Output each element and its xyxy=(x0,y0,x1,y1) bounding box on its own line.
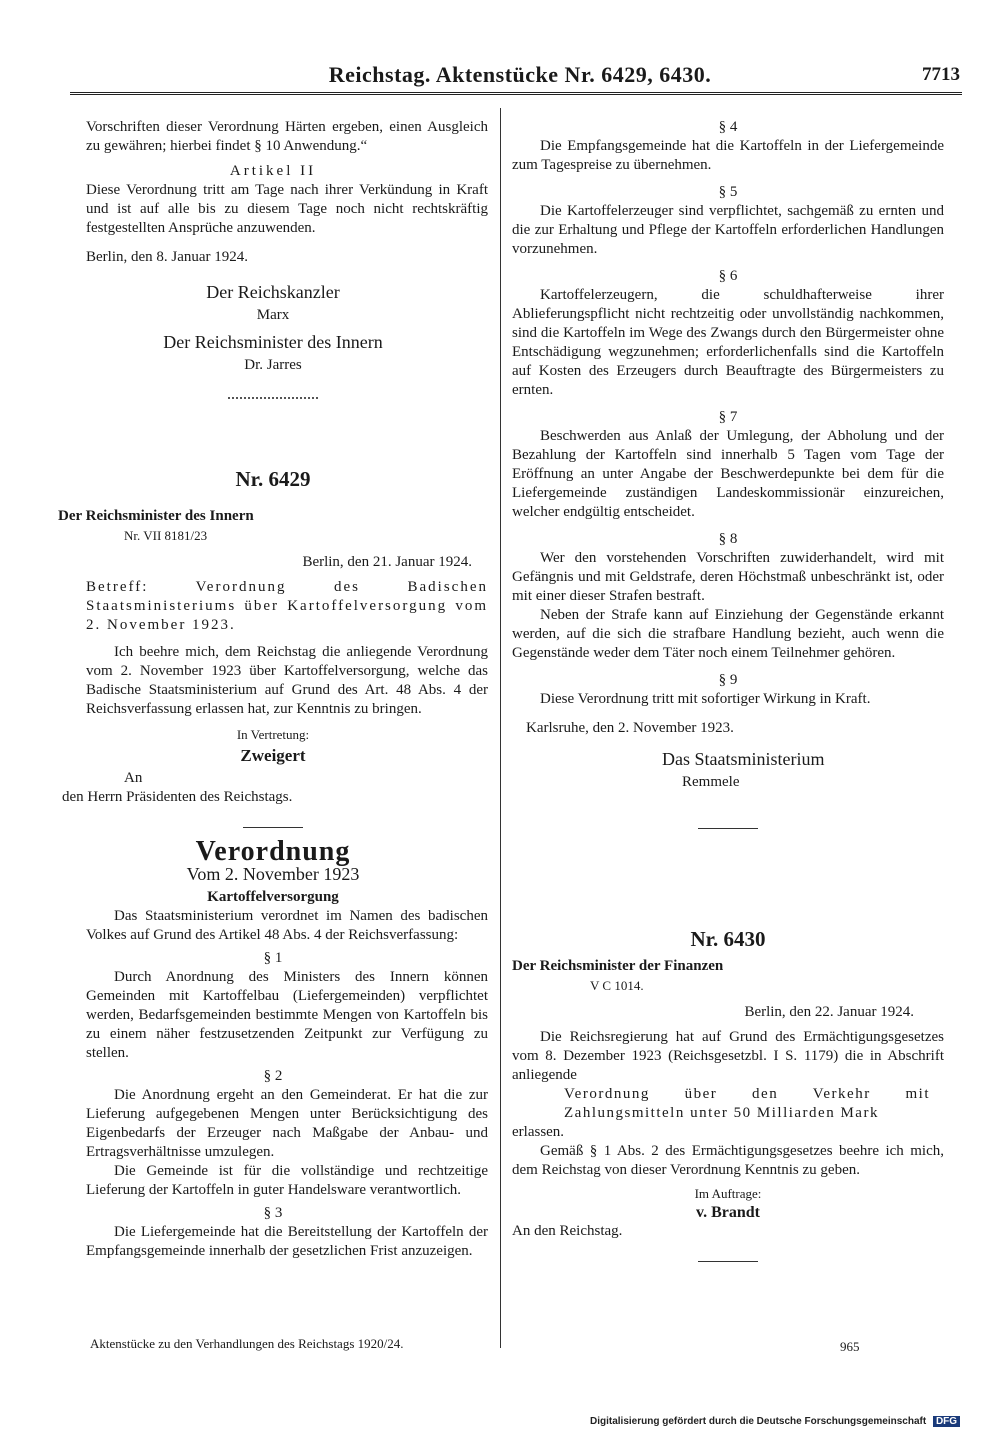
sender: Der Reichsminister der Finanzen xyxy=(512,958,724,974)
section-text: Diese Verordnung tritt mit sofortiger Wirkung in Kraft. xyxy=(540,691,871,707)
date-line: Berlin, den 8. Januar 1924. xyxy=(86,249,249,265)
artikel-heading: Artikel II xyxy=(229,163,317,179)
signature-title: Der Reichsminister des Innern xyxy=(163,332,383,352)
section-text: Kartoffelerzeugern, die schuldhafterweise ihrer Ablieferungspflicht nicht rechtzeitig oder unvollständig nachkommen, sind die Kartoffeln im Wege des Zwangs durch den Bürgermeister ohne Entschädigung wegzunehmen; erforderlichenfalls sind die Kartoffeln auf Kosten des Erzeugers durch Beauftragte des Bürgermeisters zu ernten. xyxy=(512,287,944,398)
date-line: Karlsruhe, den 2. November 1923. xyxy=(526,720,734,736)
running-head xyxy=(70,62,960,90)
addressee: An den Reichstag. xyxy=(512,1223,623,1239)
section-heading: § 8 xyxy=(718,531,738,547)
divider xyxy=(698,1261,758,1262)
document-number-value: 6429 xyxy=(268,467,311,491)
funding-text: Digitalisierung gefördert durch die Deutsche Forschungsgemeinschaft xyxy=(590,1416,927,1427)
document-number-label: Nr. xyxy=(690,927,719,951)
section-heading: § 7 xyxy=(718,409,738,425)
section-heading: § 2 xyxy=(263,1068,283,1084)
section-heading: § 3 xyxy=(263,1205,283,1221)
sender: Der Reichsminister des Innern xyxy=(58,508,254,524)
section-heading: § 6 xyxy=(718,268,738,284)
document-number xyxy=(58,467,488,491)
dfg-logo: DFG xyxy=(933,1416,960,1427)
funding-note xyxy=(590,1416,960,1427)
section-text: Die Empfangsgemeinde hat die Kartoffeln in der Liefergemeinde zum Tagespreise zu übernehmen. xyxy=(512,138,944,173)
section-text: Die Liefergemeinde hat die Bereitstellung der Kartoffeln der Empfangsgemeinde innerhalb der gesetzlichen Frist anzuzeigen. xyxy=(86,1224,488,1259)
file-reference: Nr. VII 8181/23 xyxy=(124,528,208,543)
section-heading: § 4 xyxy=(718,119,738,135)
file-reference: V C 1014. xyxy=(590,978,644,993)
verordnung-title: Verordnung xyxy=(195,836,351,867)
sheet-number: 965 xyxy=(840,1339,860,1354)
subject-line: Betreff: Verordnung des Badischen Staatsministeriums über Kartoffelversorgung vom 2. November 1923. xyxy=(86,579,488,633)
signature-name: Remmele xyxy=(682,774,740,790)
regulation-title: Verordnung über den Verkehr mit Zahlungsmitteln unter 50 Milliarden Mark xyxy=(564,1086,930,1121)
section-heading: § 5 xyxy=(718,184,738,200)
section-text: Wer den vorstehenden Vorschriften zuwiderhandelt, wird mit Gefängnis und mit Geldstrafe, deren Höchstmaß unbeschränkt ist, oder mit einer dieser Strafen bestraft. xyxy=(512,550,944,604)
verordnung-date: Vom 2. November 1923 xyxy=(186,864,360,884)
divider xyxy=(228,397,318,399)
section-text: Die Kartoffelerzeuger sind verpflichtet, sachgemäß zu ernten und die zur Erhaltung und Pflege der Kartoffeln erforderlichen Handlungen vorzunehmen. xyxy=(512,203,944,257)
document-number-value: 6430 xyxy=(723,927,766,951)
cover-letter: Die Reichsregierung hat auf Grund des Ermächtigungsgesetzes vom 8. Dezember 1923 (Reichsgesetzbl. I S. 1179) die in Abschrift anliegende xyxy=(512,1029,944,1083)
signature-title: Der Reichskanzler xyxy=(206,282,340,302)
artikel-text: Diese Verordnung tritt am Tage nach ihrer Verkündung in Kraft und ist auf alle bis zu diesem Tage noch nicht rechtskräftig festgestellten Ansprüche anzuwenden. xyxy=(86,182,488,236)
document-number xyxy=(512,927,944,951)
page-footer: Aktenstücke zu den Verhandlungen des Reichstags 1920/24. xyxy=(90,1336,404,1351)
signature-name: Marx xyxy=(256,307,290,323)
paragraph-continued: Vorschriften dieser Verordnung Härten ergeben, einen Ausgleich zu gewähren; hierbei findet § 10 Anwendung.“ xyxy=(86,119,488,154)
date-line: Berlin, den 21. Januar 1924. xyxy=(302,554,472,570)
cover-letter: erlassen. xyxy=(512,1124,565,1140)
verordnung-subject: Kartoffelversorgung xyxy=(207,889,339,905)
section-text: Durch Anordnung des Ministers des Innern können Gemeinden mit Kartoffelbau (Liefergemeinden) verpflichtet werden, Bedarfsgemeinden bestimmte Mengen von Kartoffeln bis zu einem näher festzusetzenden Zeitpunkt zur Verfügung zu stellen. xyxy=(86,969,488,1061)
section-text: Die Anordnung ergeht an den Gemeinderat. Er hat die zur Lieferung aufgegebenen Mengen unter Berücksichtigung des Eigenbedarfs der Erzeuger nach Maßgabe der Anbau- und Ertragsverhältnisse umzulegen. xyxy=(86,1087,488,1160)
document-number-label: Nr. xyxy=(235,467,264,491)
right-column-doc xyxy=(512,927,944,1262)
cover-letter: Ich beehre mich, dem Reichstag die anliegende Verordnung vom 2. November 1923 über Kartoffelversorgung, welche das Badische Staatsministerium auf Grund des Art. 48 Abs. 4 der Reichsverfassung erlassen hat, zur Kenntnis zu bringen. xyxy=(86,644,488,717)
left-column xyxy=(58,118,488,399)
cover-letter: Gemäß § 1 Abs. 2 des Ermächtigungsgesetzes beehre ich mich, dem Reichstag von dieser Verordnung Kenntnis zu geben. xyxy=(512,1143,944,1178)
header-rule xyxy=(70,92,962,95)
addressee: den Herrn Präsidenten des Reichstags. xyxy=(62,789,293,805)
left-column-doc xyxy=(58,467,488,1261)
section-heading: § 9 xyxy=(718,672,738,688)
date-line: Berlin, den 22. Januar 1924. xyxy=(744,1004,914,1020)
running-head-title: Reichstag. Aktenstücke Nr. 6429, 6430. xyxy=(328,62,712,87)
divider xyxy=(698,828,758,829)
page-number: 7713 xyxy=(922,64,960,85)
signature-name: Dr. Jarres xyxy=(244,357,302,373)
section-text: Neben der Strafe kann auf Einziehung der Gegenstände erkannt werden, auf die sich die strafbare Handlung bezieht, auch wenn die Gegenstände weder dem Täter noch einem Teilnehmer gehören. xyxy=(512,607,944,661)
divider xyxy=(243,827,303,828)
preamble: Das Staatsministerium verordnet im Namen des badischen Volkes auf Grund des Artikel 48 Abs. 4 der Reichsverfassung: xyxy=(86,908,488,943)
signer: Zweigert xyxy=(240,746,306,765)
signer: v. Brandt xyxy=(695,1204,760,1221)
column-divider xyxy=(500,108,501,1348)
section-heading: § 1 xyxy=(263,950,283,966)
right-column xyxy=(512,118,944,829)
im-auftrage: Im Auftrage: xyxy=(694,1186,762,1201)
addressee-an: An xyxy=(124,770,143,786)
in-vertretung: In Vertretung: xyxy=(236,727,310,742)
section-text: Die Gemeinde ist für die vollständige und rechtzeitige Lieferung der Kartoffeln in guter Handelsware verantwortlich. xyxy=(86,1163,488,1198)
signature-title: Das Staatsministerium xyxy=(662,749,825,769)
section-text: Beschwerden aus Anlaß der Umlegung, der Abholung und der Bezahlung der Kartoffeln sind innerhalb 5 Tagen vom Tage der Eröffnung an unter Angabe der Beschwerdepunkte bei dem für die Liefergemeinde zuständigen Landeskommissionär einzureichen, welcher endgültig entscheidet. xyxy=(512,428,944,520)
